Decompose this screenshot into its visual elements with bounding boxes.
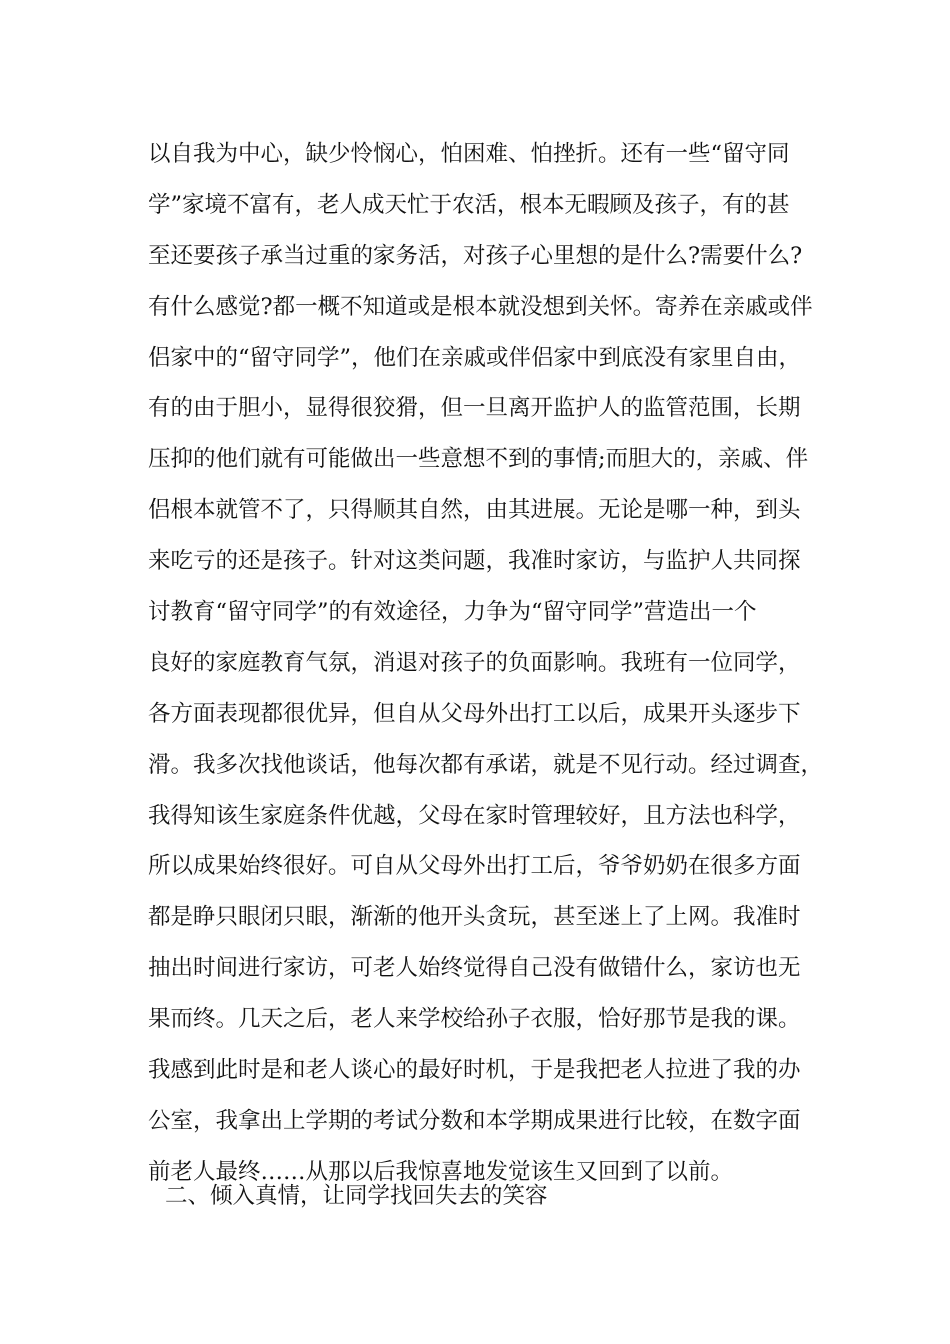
text-line: 前老人最终……从那以后我惊喜地发觉该生又回到了以前。 bbox=[148, 1158, 734, 1185]
text-line: 侣家中的“留守同学”，他们在亲戚或伴侣家中到底没有家里自由， bbox=[148, 344, 802, 371]
body-paragraph bbox=[148, 129, 848, 1198]
text-line: 至还要孩子承当过重的家务活，对孩子心里想的是什么?需要什么? bbox=[148, 242, 803, 269]
text-line: 果而终。几天之后，老人来学校给孙子衣服，恰好那节是我的课。 bbox=[148, 1006, 801, 1033]
text-line: 我感到此时是和老人谈心的最好时机，于是我把老人拉进了我的办 bbox=[148, 1057, 801, 1084]
text-line: 公室，我拿出上学期的考试分数和本学期成果进行比较，在数字面 bbox=[148, 1107, 801, 1134]
text-line: 以自我为中心，缺少怜悯心，怕困难、怕挫折。还有一些“留守同 bbox=[148, 141, 790, 167]
section-heading: 二、倾入真情，让同学找回失去的笑容 bbox=[165, 1183, 548, 1209]
text-line: 我得知该生家庭条件优越，父母在家时管理较好，且方法也科学， bbox=[148, 802, 801, 829]
text-line: 有什么感觉?都一概不知道或是根本就没想到关怀。寄养在亲戚或伴 bbox=[148, 293, 813, 320]
text-line: 都是睁只眼闭只眼，渐渐的他开头贪玩，甚至迷上了上网。我准时 bbox=[148, 904, 801, 931]
text-line: 来吃亏的还是孩子。针对这类问题，我准时家访，与监护人共同探 bbox=[148, 548, 801, 575]
text-line: 滑。我多次找他谈话，他每次都有承诺，就是不见行动。经过调查， bbox=[148, 751, 824, 778]
text-line: 压抑的他们就有可能做出一些意想不到的事情;而胆大的，亲戚、伴 bbox=[148, 446, 809, 473]
text-line: 抽出时间进行家访，可老人始终觉得自己没有做错什么，家访也无 bbox=[148, 955, 801, 982]
text-line: 有的由于胆小，显得很狡猾，但一旦离开监护人的监管范围，长期 bbox=[148, 395, 801, 422]
text-line: 侣根本就管不了，只得顺其自然，由其进展。无论是哪一种，到头 bbox=[148, 497, 801, 524]
text-line: 学”家境不富有，老人成天忙于农活，根本无暇顾及孩子，有的甚 bbox=[148, 191, 790, 218]
text-line: 讨教育“留守同学”的有效途径，力争为“留守同学”营造出一个 bbox=[148, 599, 757, 626]
text-line: 各方面表现都很优异，但自从父母外出打工以后，成果开头逐步下 bbox=[148, 700, 801, 727]
text-line: 良好的家庭教育气氛，消退对孩子的负面影响。我班有一位同学， bbox=[148, 649, 801, 676]
text-line: 所以成果始终很好。可自从父母外出打工后，爷爷奶奶在很多方面 bbox=[148, 853, 801, 880]
